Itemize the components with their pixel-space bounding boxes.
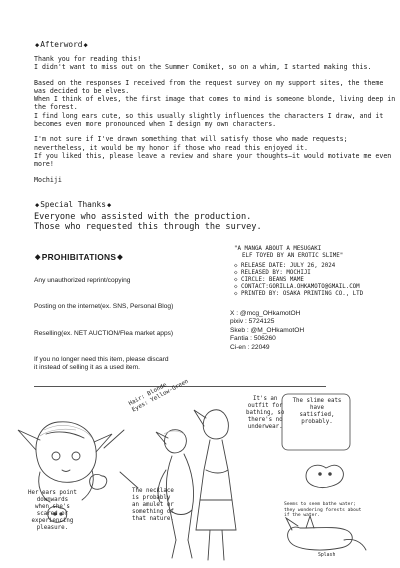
diamond-icon: ◆ (117, 254, 123, 261)
prohibition-item: If you no longer need this item, please discard it instead of selling it as a used item. (34, 355, 169, 372)
special-thanks-heading (34, 200, 374, 209)
prohibitions-heading (34, 252, 234, 262)
colophon-line: ◇ PRINTED BY: OSAKA PRINTING CO., LTD (234, 291, 364, 297)
note-slime: The slime eats have satisfied, probably. (292, 398, 342, 425)
note-splash: Splash (318, 553, 336, 558)
diamond-icon: ◆ (83, 40, 88, 49)
prohibitions-title: PROHIBITATIONS (41, 252, 117, 262)
afterword-title: Afterword (40, 40, 83, 49)
colophon (234, 246, 398, 298)
social-pixiv: pixiv : 5724125 (230, 318, 275, 326)
note-ears: Her ears point downwards when she's scared or experiencing pleasure. (28, 490, 77, 531)
diamond-outline-icon: ◇ (234, 277, 238, 283)
prohibitions-section (34, 252, 234, 372)
diamond-icon: ◆ (106, 200, 112, 209)
diamond-outline-icon: ◇ (234, 270, 238, 276)
note-hair: Hair: Blonde Eyes: Yellow-Green (128, 378, 190, 414)
note-necklace: The necklace is probably an amulet or something of that nature. (132, 488, 174, 522)
social-cien: Ci-en : 22049 (230, 343, 270, 351)
diamond-outline-icon: ◇ (234, 263, 238, 269)
prohibition-item: Posting on the internet(ex. SNS, Personal Blog) (34, 303, 174, 311)
diamond-icon: ◆ (35, 200, 40, 209)
afterword-signature: Mochiji (34, 175, 62, 184)
afterword-paragraph: Based on the responses I received from the request survey on my support sites, the theme was decided to be elves. When I think of elves, the first image that comes to mind is someone blonde, living deep in the forest. I find long ears cute, so this usually slightly influences the characters I draw, and it becomes even more pronounced when I design my own characters. (34, 78, 396, 129)
diamond-outline-icon: ◇ (234, 284, 238, 290)
special-thanks-line: Everyone who assisted with the production. (34, 212, 252, 222)
afterword-heading (34, 40, 396, 49)
special-thanks-section (34, 200, 374, 232)
colophon-line: ◇ CONTACT:GORILLA.OHKAMOTO@GMAIL.COM (234, 284, 360, 290)
social-fantia: Fantia : 506260 (230, 335, 276, 343)
afterword-section (34, 40, 396, 191)
book-title: "A MANGA ABOUT A MESUGAKI (234, 246, 322, 252)
book-title: ELF TOYED BY AN EROTIC SLIME" (242, 253, 344, 259)
diamond-outline-icon: ◇ (234, 291, 238, 297)
social-x: X : @mcg_OHkamotOH (230, 310, 301, 317)
prohibition-item: Reselling(ex. NET AUCTION/Flea market apps) (34, 329, 174, 337)
note-cat: Seems to seem bathe water; they wondering forests about if the water. (284, 502, 362, 519)
diamond-icon: ◆ (35, 40, 40, 49)
afterword-paragraph: I'm not sure if I've drawn something that will satisfy those who made requests; nevertheless, it would be my honor if those who read this enjoyed it. If you liked this, please leave a review and share your thoughts—it would motivate me even more! (34, 135, 392, 169)
prohibition-item: Any unauthorized reprint/copying (34, 277, 131, 284)
diamond-icon: ◆ (35, 254, 41, 261)
afterword-paragraph: Thank you for reading this! I didn't want to miss out on the Summer Comiket, so on a whim, I started making this. (34, 55, 372, 72)
social-skeb: Skeb : @M_OHkamotOH (230, 326, 305, 334)
note-outfit: It's an outfit for bathing, so there's no underwear. (246, 396, 285, 430)
social-links (230, 310, 380, 352)
colophon-line: ◇ RELEASED BY: MOCHIJI (234, 270, 311, 276)
colophon-line: ◇ RELEASE DATE: JULY 26, 2024 (234, 263, 336, 269)
colophon-line: ◇ CIRCLE: BEANS MAME (234, 277, 304, 283)
special-thanks-title: Special Thanks (40, 200, 106, 209)
special-thanks-line: Those who requested this through the survey. (34, 222, 262, 233)
